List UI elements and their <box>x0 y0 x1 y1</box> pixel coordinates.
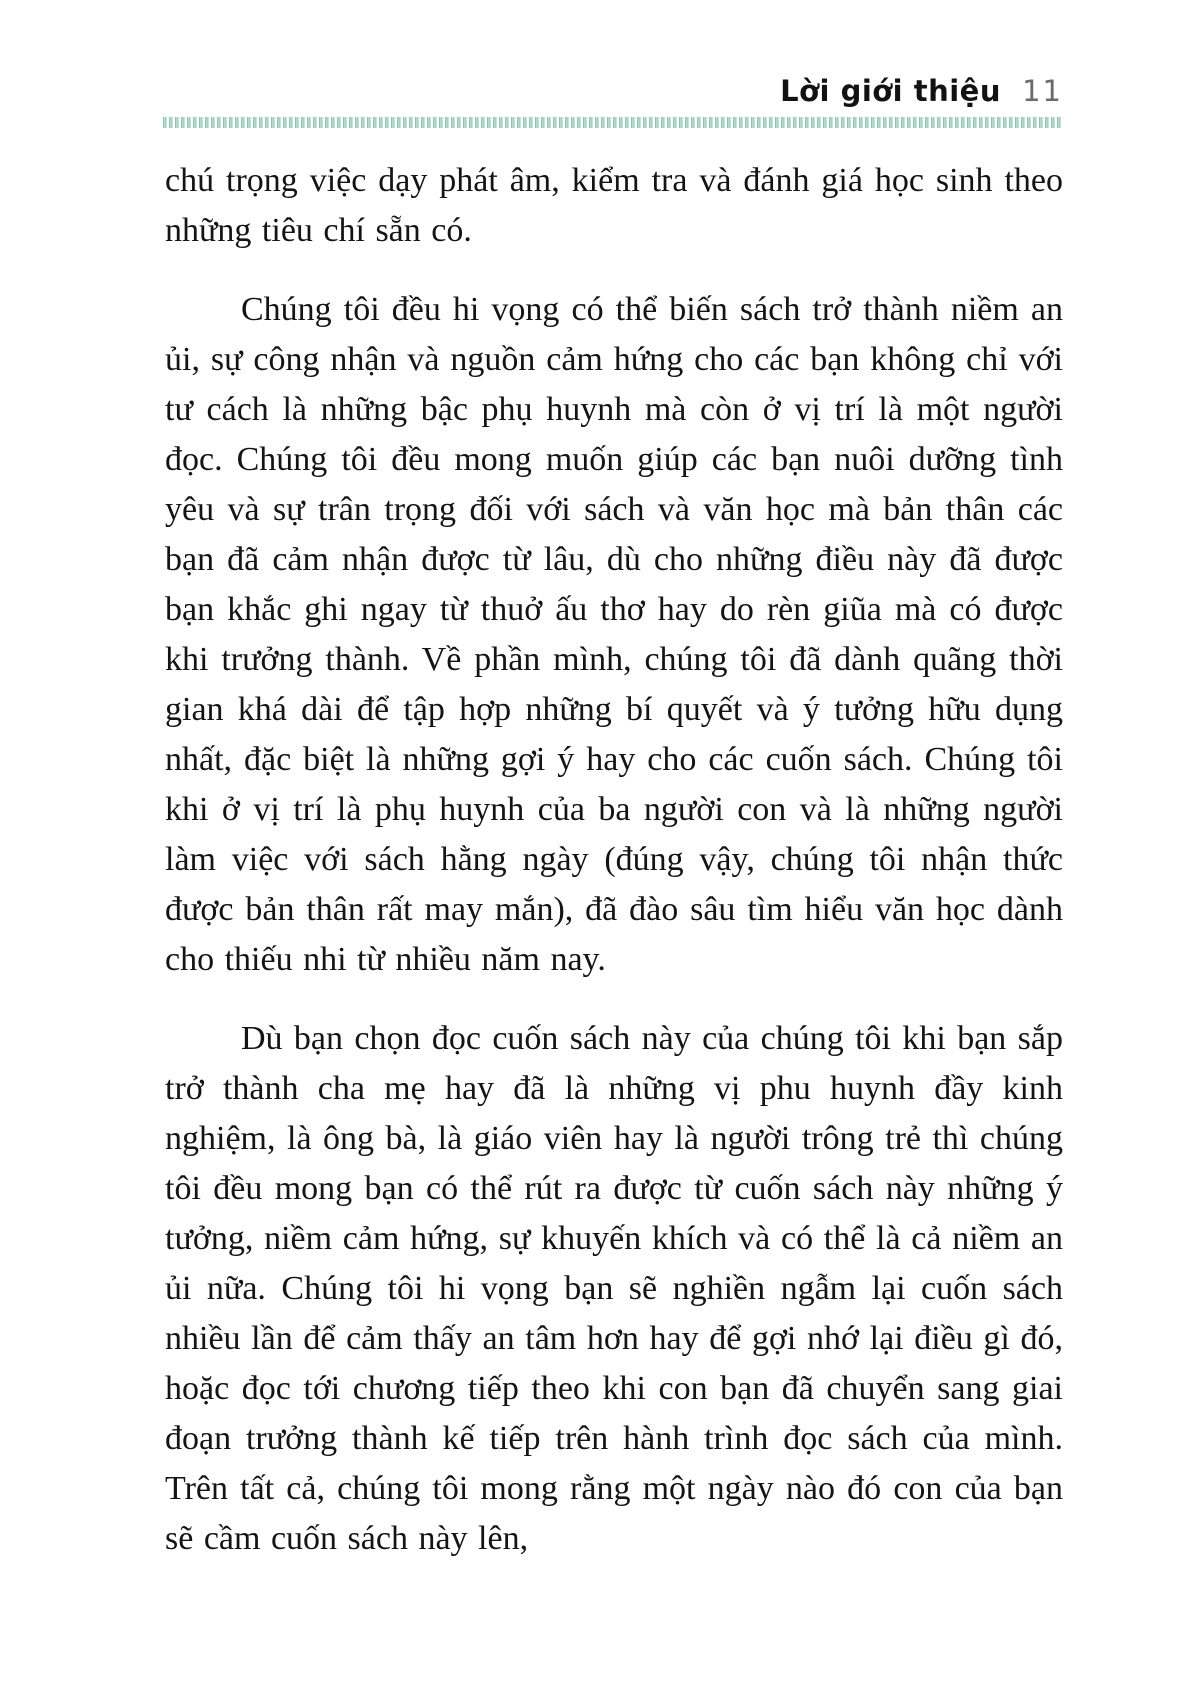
paragraph: Chúng tôi đều hi vọng có thể biến sách trở thành niềm an ủi, sự công nhận và nguồn cảm hứng cho các bạn không chỉ với tư cách là những bậc phụ huynh mà còn ở vị trí là một người đọc. Chúng tôi đều mong muốn giúp các bạn nuôi dưỡng tình yêu và sự trân trọng đối với sách và văn học mà bản thân các bạn đã cảm nhận được từ lâu, dù cho những điều này đã được bạn khắc ghi ngay từ thuở ấu thơ hay do rèn giũa mà có được khi trưởng thành. Về phần mình, chúng tôi đã dành quãng thời gian khá dài để tập hợp những bí quyết và ý tưởng hữu dụng nhất, đặc biệt là những gợi ý hay cho các cuốn sách. Chúng tôi khi ở vị trí là phụ huynh của ba người con và là những người làm việc với sách hằng ngày (đúng vậy, chúng tôi nhận thức được bản thân rất may mắn), đã đào sâu tìm hiểu văn học dành cho thiếu nhi từ nhiều năm nay. <box>165 291 1063 978</box>
paragraph-continuation: chú trọng việc dạy phát âm, kiểm tra và đánh giá học sinh theo những tiêu chí sẵn có. <box>165 162 1063 249</box>
page-number: 11 <box>1022 74 1063 108</box>
page-header <box>165 74 1063 108</box>
paragraph: Dù bạn chọn đọc cuốn sách này của chúng tôi khi bạn sắp trở thành cha mẹ hay đã là những vị phu huynh đầy kinh nghiệm, là ông bà, là giáo viên hay là người trông trẻ thì chúng tôi đều mong bạn có thể rút ra được từ cuốn sách này những ý tưởng, niềm cảm hứng, sự khuyến khích và có thể là cả niềm an ủi nữa. Chúng tôi hi vọng bạn sẽ nghiền ngẫm lại cuốn sách nhiều lần để cảm thấy an tâm hơn hay để gợi nhớ lại điều gì đó, hoặc đọc tới chương tiếp theo khi con bạn đã chuyển sang giai đoạn trưởng thành kế tiếp trên hành trình đọc sách của mình. Trên tất cả, chúng tôi mong rằng một ngày nào đó con của bạn sẽ cầm cuốn sách này lên, <box>165 1020 1063 1557</box>
running-head-title: Lời giới thiệu <box>780 74 1001 108</box>
body-text <box>165 156 1063 1564</box>
header-divider-rule <box>163 117 1063 128</box>
